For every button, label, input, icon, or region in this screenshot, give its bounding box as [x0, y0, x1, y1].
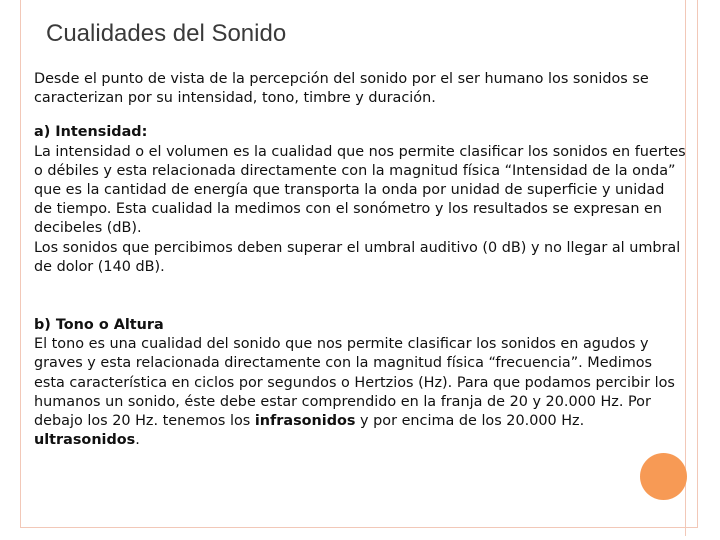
term-ultrasound: ultrasonidos: [34, 432, 136, 449]
threshold-paragraph: Los sonidos que percibimos deben superar el umbral auditivo (0 dB) y no llegar al umbral de dolor (140 dB).: [34, 239, 681, 275]
intro-paragraph: Desde el punto de vista de la percepción del sonido por el ser humano los sonidos se caracterizan por su intensidad, tono, timbre y duración.: [34, 71, 649, 107]
term-infrasound: infrasonidos: [254, 413, 356, 430]
slide-title: Cualidades del Sonido: [46, 20, 287, 47]
tone-heading: b) Tono o Altura: [34, 317, 164, 334]
tone-text-mid: y por encima de los 20.000 Hz.: [355, 413, 585, 430]
intensity-heading: a) Intensidad:: [34, 124, 148, 141]
intensity-paragraph: La intensidad o el volumen es la cualidad que nos permite clasificar los sonidos en fuertes o débiles y esta relacionada directamente con la magnitud física “Intensidad de la onda” que es la cantidad de energía que transporta la onda por unidad de superficie y unidad de tiempo. Esta cualidad la medimos con el sonómetro y los resultados se expresan en decibeles (dB).: [34, 143, 686, 237]
accent-circle: [640, 453, 687, 500]
section-spacer: [34, 277, 686, 316]
tone-paragraph: [34, 335, 686, 450]
slide-content: [34, 70, 686, 450]
tone-text-pre: El tono es una cualidad del sonido que nos permite clasificar los sonidos en agudos y graves y esta relacionada directamente con la magnitud física “frecuencia”. Medimos esta característica en ciclos por segundos o Hertzios (Hz). Para que podamos percibir los humanos un sonido, éste debe estar comprendido en la franja de 20 y 20.000 Hz. Por debajo los 20 Hz. tenemos los: [34, 336, 675, 430]
tone-text-end: .: [135, 432, 140, 449]
